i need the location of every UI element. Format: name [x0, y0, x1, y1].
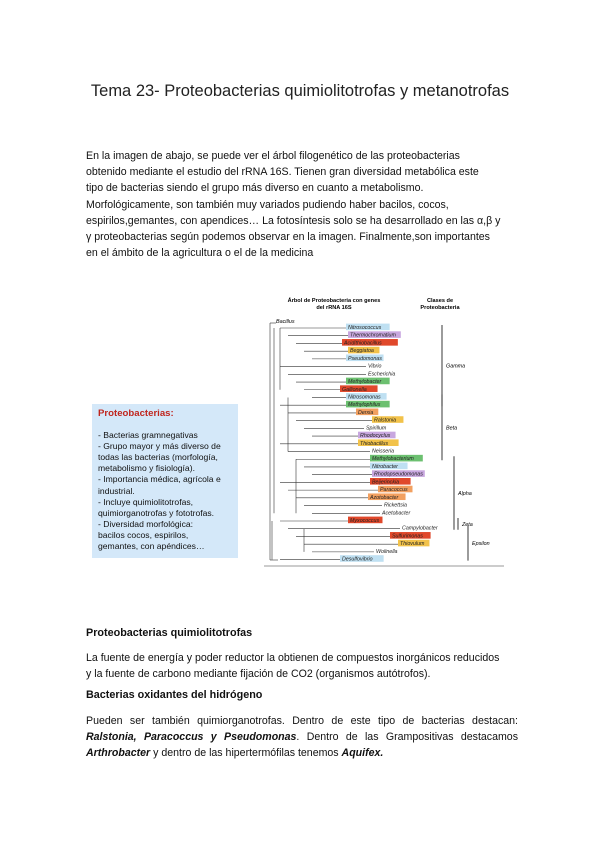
taxon-label: Neisseria [372, 448, 395, 455]
section2-paragraph [86, 713, 518, 762]
page-title: Tema 23- Proteobacterias quimiolitotrofas y metanotrofas [90, 82, 510, 100]
intro-line: Morfológicamente, son también muy variados pudiendo haber bacilos, cocos, [86, 198, 449, 211]
genus-arthrobacter: Arthrobacter [86, 747, 151, 760]
taxon-label: Nitrobacter [372, 463, 398, 470]
section-heading-hidrogeno: Bacterias oxidantes del hidrógeno [86, 689, 263, 701]
tree-header-left: del rRNA 16S [316, 305, 352, 311]
taxon-label: Beijerinckia [372, 479, 400, 486]
tree-header-right: Proteobacteria [420, 305, 460, 311]
intro-line: espirilos,gemantes, con apendices… La fotosíntesis solo se ha desarrollado en las α,β y [86, 214, 501, 227]
infobox-line: - Incluye quimiolitotrofas, [98, 496, 194, 507]
taxon-label: Methylophilus [348, 402, 381, 409]
taxon-label: Desulfovibrio [342, 556, 373, 563]
genus-list: Ralstonia, Paracoccus y Pseudomonas [86, 731, 297, 744]
intro-paragraph [86, 148, 518, 261]
section-heading-quimiolitotrofas: Proteobacterias quimiolitotrofas [86, 627, 253, 639]
proteobacteria-infobox [92, 404, 238, 558]
taxon-label: Nitrosococcus [348, 325, 382, 331]
tree-header-right: Clases de [426, 298, 454, 304]
infobox-line: quimiorganotrofas y fototrofas. [98, 507, 215, 518]
section1-line: La fuente de energía y poder reductor la obtienen de compuestos inorgánicos reducidos [86, 652, 500, 664]
section2-text: . Dentro de las Grampositivas destacamos [296, 731, 518, 744]
genus-aquifex: Aquifex. [341, 747, 384, 760]
intro-line: tipo de bacterias siendo el grupo más diverso en cuanto a metabolismo. [86, 182, 424, 195]
intro-line: γ proteobacterias según podemos observar en la imagen. Finalmente,son importantes [86, 231, 490, 244]
infobox-line: - Grupo mayor y más diverso de [98, 441, 221, 452]
infobox-line: - Diversidad morfológica: [98, 518, 194, 529]
taxon-label: Vibrio [368, 363, 382, 370]
taxon-label: Acetobacter [382, 510, 411, 517]
infobox-line: metabolismo y fisiología). [98, 463, 195, 474]
taxon-label: Myxococcus [350, 518, 380, 524]
class-label: Beta [446, 425, 458, 432]
taxon-label: Thiobacillus [360, 440, 388, 447]
infobox-line: gemantes, con apéndices… [98, 541, 205, 552]
class-label: Epsilon [472, 541, 490, 548]
infobox-title: Proteobacterias: [98, 408, 174, 419]
taxon-label: Thiovulum [400, 541, 425, 548]
taxon-label: Rhodopseudomonas [374, 471, 423, 478]
section2-text: y dentro de las hipertermófilas tenemos [150, 747, 342, 760]
taxon-label: Methylobacter [348, 379, 382, 386]
taxon-label: Acidithiobacillus [344, 340, 382, 347]
tree-root-label: Bacillus [276, 319, 295, 325]
section1-paragraph [86, 650, 518, 682]
intro-line: En la imagen de abajo, se puede ver el árbol filogenético de las proteobacterias [86, 150, 460, 162]
taxon-label: Azotobacter [370, 494, 399, 501]
infobox-line: - Importancia médica, agrícola e [98, 474, 221, 485]
tree-classes [442, 325, 490, 561]
intro-line: obtenido mediante el estudio del rRNA 16S. Tienen gran diversidad metabólica este [86, 166, 479, 179]
taxon-label: Rhodocyclus [360, 433, 391, 440]
infobox-line: bacilos cocos, espirilos, [98, 529, 189, 540]
taxon-label: Spirillum [366, 425, 387, 432]
taxon-label: Pseudomonas [348, 355, 382, 362]
section1-line: y la fuente de carbono mediante fijación de CO2 (organismos autótrofos). [86, 668, 431, 681]
taxon-label: Sulfurimonas [392, 533, 423, 540]
taxon-label: Methylobacterium [372, 456, 414, 463]
class-label: Gamma [446, 363, 466, 370]
class-label: Alpha [458, 490, 472, 497]
taxon-label: Beggiatoa [350, 348, 374, 355]
taxon-label: Wolinella [376, 548, 398, 555]
phylogenetic-tree-figure [262, 290, 504, 568]
taxon-label: Nitrosomonas [348, 394, 381, 401]
taxon-label: Gallionella [342, 386, 367, 393]
taxon-label: Escherichia [368, 371, 396, 378]
class-label: Zeta [462, 521, 473, 528]
taxon-label: Ralstonia [374, 417, 397, 424]
infobox-line: todas las bacterias (morfología, [98, 452, 218, 463]
section2-text: Pueden ser también quimiorganotrofas. Dentro de este tipo de bacterias destacan: [86, 715, 518, 727]
taxon-label: Paracoccus [380, 487, 408, 494]
taxon-label: Derxia [358, 409, 374, 416]
infobox-line: - Bacterias gramnegativas [98, 430, 198, 441]
taxon-label: Campylobacter [402, 525, 438, 532]
taxon-label: Rickettsia [384, 502, 407, 509]
tree-taxa [340, 324, 438, 563]
taxon-label: Thermochromatium [350, 332, 396, 339]
intro-line: en el ámbito de la agricultura o el de la medicina [86, 247, 314, 260]
tree-header-left: Árbol de Proteobacteria con genes [287, 298, 381, 304]
infobox-line: industrial. [98, 485, 135, 496]
